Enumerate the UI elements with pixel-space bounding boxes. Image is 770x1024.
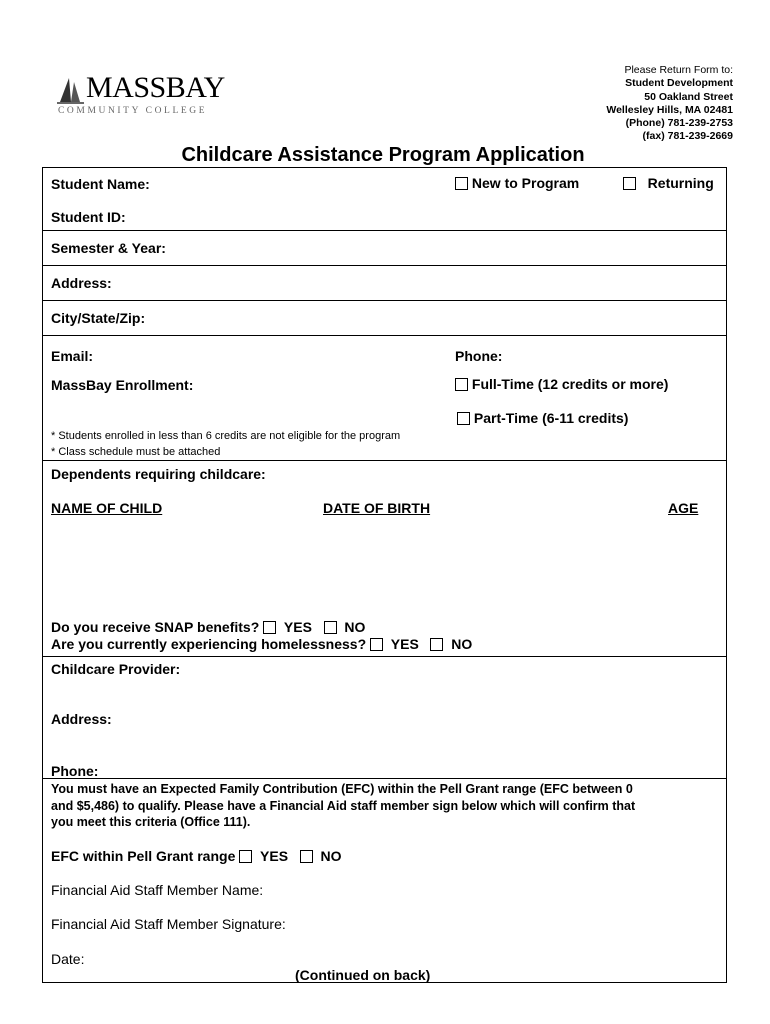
part-time-option[interactable] <box>457 410 628 426</box>
student-id-label: Student ID: <box>51 209 126 225</box>
continued-note: (Continued on back) <box>295 967 431 983</box>
schedule-note: * Class schedule must be attached <box>51 446 221 458</box>
snap-no-checkbox[interactable] <box>324 621 337 634</box>
page-title-text: Childcare Assistance Program Application <box>181 144 585 166</box>
full-time-label: Full-Time (12 credits or more) <box>471 376 669 392</box>
part-time-checkbox[interactable] <box>457 412 470 425</box>
full-time-option[interactable] <box>455 376 668 392</box>
logo-wordmark: MASSBAY <box>86 71 225 104</box>
massbay-logo <box>56 70 225 120</box>
date-label: Date: <box>51 951 85 967</box>
efc-no-label: NO <box>320 848 342 864</box>
divider <box>43 230 726 231</box>
email-label: Email: <box>51 348 94 364</box>
enrollment-label: MassBay Enrollment: <box>51 377 194 393</box>
homeless-question-text: Are you currently experiencing homelessness? <box>51 636 367 652</box>
efc-line: you meet this criteria (Office 111). <box>51 815 251 829</box>
staff-signature-label: Financial Aid Staff Member Signature: <box>51 916 286 932</box>
efc-question <box>51 848 342 864</box>
eligibility-note: * Students enrolled in less than 6 credits are not eligible for the program <box>51 430 401 442</box>
returning-checkbox[interactable] <box>623 177 636 190</box>
return-address <box>606 64 733 144</box>
homeless-no-checkbox[interactable] <box>430 638 443 651</box>
efc-paragraph <box>51 781 635 831</box>
homeless-no-label: NO <box>451 636 473 652</box>
divider <box>43 778 726 779</box>
snap-question <box>51 619 365 635</box>
snap-yes-label: YES <box>283 619 312 635</box>
provider-address-label: Address: <box>51 711 112 727</box>
provider-phone-label: Phone: <box>51 763 99 779</box>
lighthouse-sail-icon <box>56 74 86 104</box>
page-title <box>0 144 770 167</box>
address-label: Address: <box>51 275 112 291</box>
new-to-program-checkbox[interactable] <box>455 177 468 190</box>
divider <box>43 265 726 266</box>
homeless-yes-checkbox[interactable] <box>370 638 383 651</box>
dependents-heading: Dependents requiring childcare: <box>51 466 266 482</box>
return-line: Wellesley Hills, MA 02481 <box>606 103 733 116</box>
snap-yes-checkbox[interactable] <box>263 621 276 634</box>
return-line: Student Development <box>625 77 733 90</box>
efc-line: and $5,486) to qualify. Please have a Financial Aid staff member sign below which will confirm that <box>51 798 636 813</box>
divider <box>43 335 726 336</box>
return-line: 50 Oakland Street <box>644 90 733 103</box>
efc-yes-checkbox[interactable] <box>239 850 252 863</box>
new-to-program-label: New to Program <box>471 175 580 191</box>
divider <box>43 300 726 301</box>
snap-question-text: Do you receive SNAP benefits? <box>51 619 260 635</box>
efc-yes-label: YES <box>260 848 289 864</box>
snap-no-label: NO <box>344 619 366 635</box>
efc-line: You must have an Expected Family Contribution (EFC) within the Pell Grant range (EFC between 0 <box>51 782 633 796</box>
returning-label: Returning <box>647 175 714 191</box>
new-to-program-option[interactable] <box>455 175 579 191</box>
part-time-label: Part-Time (6-11 credits) <box>473 410 629 426</box>
full-time-checkbox[interactable] <box>455 378 468 391</box>
efc-question-text: EFC within Pell Grant range <box>51 848 236 864</box>
return-line: (fax) 781-239-2669 <box>642 130 733 143</box>
homeless-yes-label: YES <box>390 636 419 652</box>
col-age: AGE <box>668 500 699 516</box>
return-line: Please Return Form to: <box>624 64 733 76</box>
col-name-of-child: NAME OF CHILD <box>51 500 163 516</box>
divider <box>43 460 726 461</box>
homeless-question <box>51 636 472 652</box>
divider <box>43 656 726 657</box>
logo-subtitle: COMMUNITY COLLEGE <box>58 106 208 116</box>
phone-label: Phone: <box>455 348 503 364</box>
efc-no-checkbox[interactable] <box>300 850 313 863</box>
staff-name-label: Financial Aid Staff Member Name: <box>51 882 264 898</box>
student-name-label: Student Name: <box>51 176 150 192</box>
city-state-zip-label: City/State/Zip: <box>51 310 146 326</box>
return-line: (Phone) 781-239-2753 <box>625 117 733 130</box>
application-form <box>42 167 727 983</box>
semester-year-label: Semester & Year: <box>51 240 166 256</box>
provider-heading: Childcare Provider: <box>51 661 181 677</box>
col-date-of-birth: DATE OF BIRTH <box>323 500 431 516</box>
returning-option[interactable] <box>623 175 714 191</box>
